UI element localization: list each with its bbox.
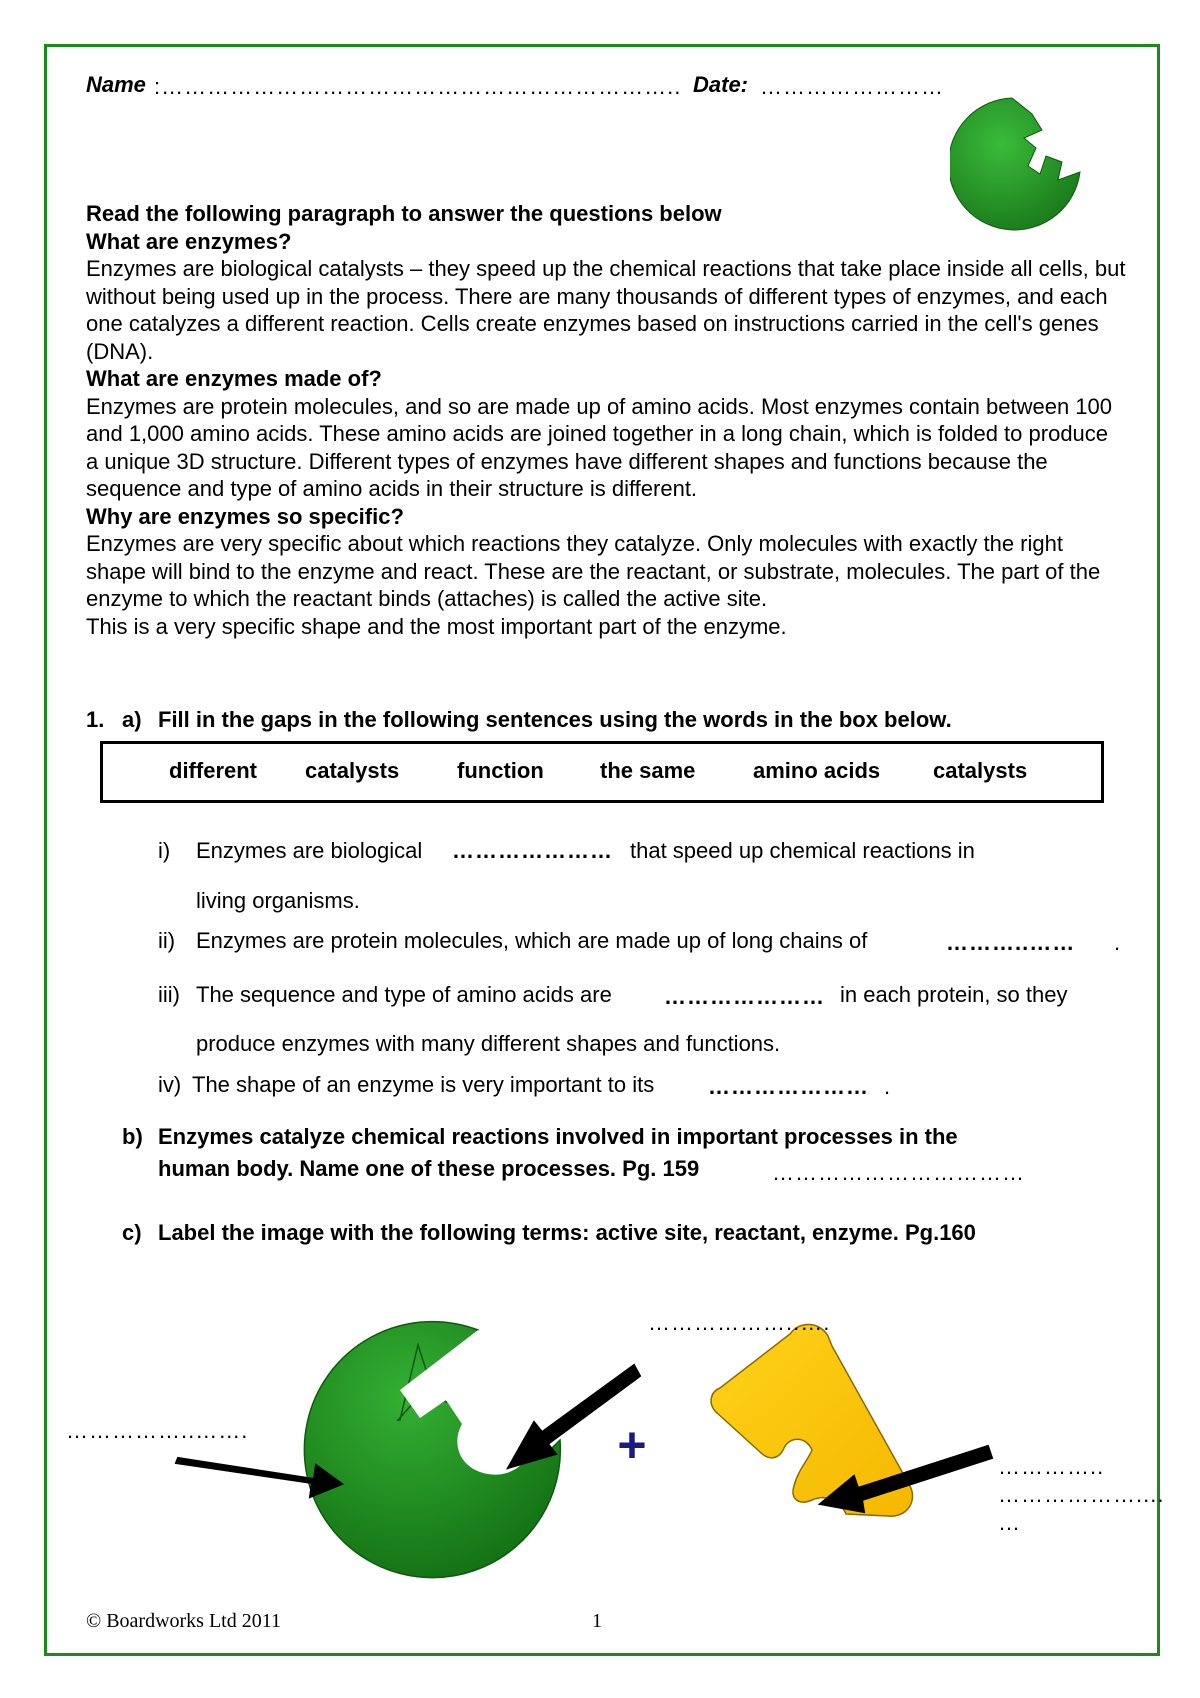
reading-passage <box>86 200 1126 640</box>
section-heading-made-of: What are enzymes made of? <box>86 366 382 391</box>
question-number: 1. <box>86 707 105 732</box>
question-a-text: Fill in the gaps in the following sentences using the words in the box below. <box>158 707 952 732</box>
word-bank-item: catalysts <box>933 758 1028 783</box>
page-number: 1 <box>592 1610 602 1632</box>
section-heading-what: What are enzymes? <box>86 228 292 254</box>
label-blank-enzyme[interactable]: ……………..……. <box>66 1418 249 1443</box>
item-text: living organisms. <box>196 888 360 913</box>
question-b-letter: b) <box>122 1124 143 1149</box>
name-label: Name <box>86 72 146 97</box>
item-text: Enzymes are biological <box>196 838 423 863</box>
label-blank-reactant-2[interactable]: ……………….... <box>998 1482 1165 1507</box>
item-text: in each protein, so they <box>840 982 1068 1007</box>
item-text: that speed up chemical reactions in <box>630 838 975 863</box>
item-text: . <box>884 1074 891 1099</box>
question-b-text: Enzymes catalyze chemical reactions involved in important processes in the <box>158 1124 958 1149</box>
item-number: i) <box>158 838 171 863</box>
word-bank-item: function <box>457 758 544 783</box>
word-bank-item: different <box>169 758 257 783</box>
question-c-text: Label the image with the following terms: active site, reactant, enzyme. Pg.160 <box>158 1220 976 1245</box>
date-field[interactable]: …………………… <box>760 74 944 99</box>
answer-blank[interactable]: ………..…… <box>946 930 1076 955</box>
section-text-what: Enzymes are biological catalysts – they speed up the chemical reactions that take place inside all cells, but without being used up in the process. There are many thousands of different types of enzymes, and each one catalyzes a different reaction. Cells create enzymes based on instructions carried in the cell's genes (DNA). <box>86 256 1126 364</box>
item-number: ii) <box>158 928 176 953</box>
section-heading-specific: Why are enzymes so specific? <box>86 503 404 529</box>
section-text-specific: Enzymes are very specific about which reactions they catalyze. Only molecules with exactly the right shape will bind to the enzyme and react. These are the reactant, or substrate, molecules. The part of the enzyme to which the reactant binds (attaches) is called the active site. <box>86 531 1101 611</box>
question-a-letter: a) <box>122 707 142 732</box>
question-b-text: human body. Name one of these processes. Pg. 159 <box>158 1156 700 1181</box>
label-blank-reactant-3[interactable]: … <box>998 1510 1021 1535</box>
item-text: produce enzymes with many different shapes and functions. <box>196 1031 781 1056</box>
answer-blank[interactable]: ………………… <box>452 838 613 863</box>
item-text: Enzymes are protein molecules, which are made up of long chains of <box>196 928 868 953</box>
section-text-specific-2: This is a very specific shape and the most important part of the enzyme. <box>86 613 787 639</box>
copyright: © Boardworks Ltd 2011 <box>86 1610 281 1632</box>
item-text: The shape of an enzyme is very important to its <box>192 1072 655 1097</box>
item-number: iv) <box>158 1072 182 1097</box>
question-c-letter: c) <box>122 1220 142 1245</box>
item-text: . <box>1114 930 1121 955</box>
answer-blank-b[interactable]: …………………………… <box>772 1160 1025 1185</box>
item-number: iii) <box>158 982 180 1007</box>
item-text: The sequence and type of amino acids are <box>196 982 612 1007</box>
label-blank-reactant-1[interactable]: ………….. <box>998 1454 1105 1479</box>
plus-sign: + <box>617 1417 647 1473</box>
date-label: Date: <box>693 72 749 97</box>
name-field[interactable]: :………………………………………………………….. <box>154 74 682 99</box>
passage-intro: Read the following paragraph to answer the questions below <box>86 201 722 226</box>
label-blank-active-site[interactable]: ………………..…. <box>648 1310 831 1335</box>
answer-blank[interactable]: ………………… <box>708 1074 869 1099</box>
answer-blank[interactable]: ………………… <box>664 984 825 1009</box>
section-text-made-of: Enzymes are protein molecules, and so are made up of amino acids. Most enzymes contain between 100 and 1,000 amino acids. These amino acids are joined together in a long chain, which is folded to produce a unique 3D structure. Different types of enzymes have different shapes and functions because the sequence and type of amino acids in their structure is different. <box>86 393 1112 501</box>
word-bank-item: catalysts <box>305 758 400 783</box>
word-bank-item: the same <box>600 758 696 783</box>
word-bank-item: amino acids <box>753 758 881 783</box>
word-bank <box>100 741 1104 803</box>
